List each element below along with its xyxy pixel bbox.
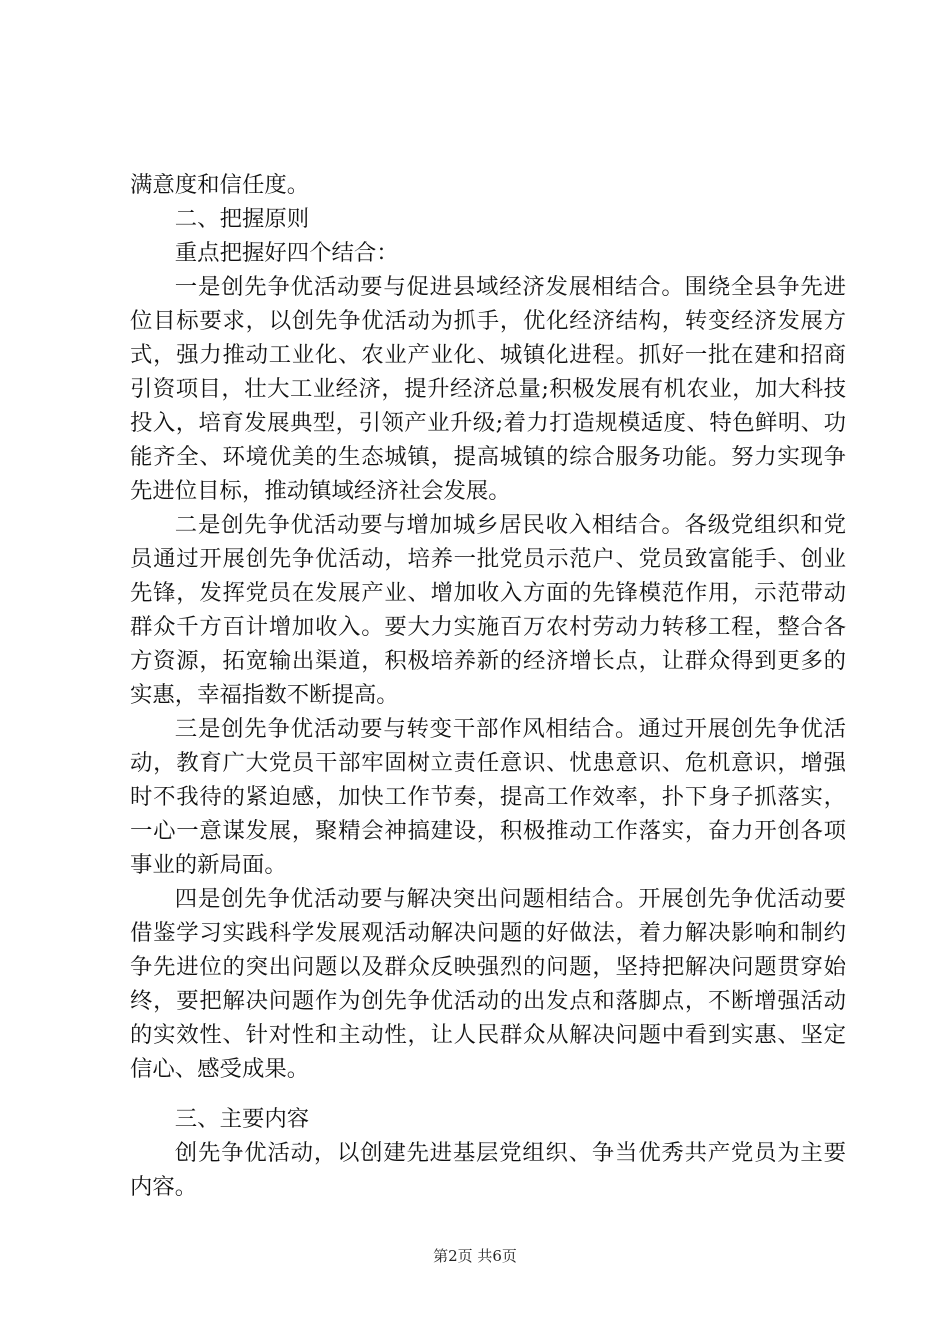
document-body (130, 168, 846, 1204)
section-heading-principles: 二、把握原则 (174, 206, 310, 232)
paragraph-four-combinations-intro: 重点把握好四个结合： (174, 240, 399, 266)
paragraph-spacer (130, 1086, 846, 1102)
paragraph-point-three: 三是创先争优活动要与转变干部作风相结合。通过开展创先争优活动，教育广大党员干部牢固树立责任意识、忧患意识、危机意识，增强时不我待的紧迫感，加快工作节奏，提高工作效率，扑下身子抓落实，一心一意谋发展，聚精会神搞建设，积极推动工作落实，奋力开创各项事业的新局面。 (130, 716, 846, 878)
paragraph-point-two: 二是创先争优活动要与增加城乡居民收入相结合。各级党组织和党员通过开展创先争优活动，培养一批党员示范户、党员致富能手、创业先锋，发挥党员在发展产业、增加收入方面的先锋模范作用，示范带动群众千方百计增加收入。要大力实施百万农村劳动力转移工程，整合各方资源，拓宽输出渠道，积极培养新的经济增长点，让群众得到更多的实惠，幸福指数不断提高。 (130, 512, 846, 708)
paragraph-main-content: 创先争优活动，以创建先进基层党组织、争当优秀共产党员为主要内容。 (130, 1140, 846, 1200)
page-number-footer: 第2页 共6页 (433, 1247, 517, 1265)
paragraph-point-one: 一是创先争优活动要与促进县域经济发展相结合。围绕全县争先进位目标要求，以创先争优活动为抓手，优化经济结构，转变经济发展方式，强力推动工业化、农业产业化、城镇化进程。抓好一批在建和招商引资项目，壮大工业经济，提升经济总量;积极发展有机农业，加大科技投入，培育发展典型，引领产业升级;着力打造规模适度、特色鲜明、功能齐全、环境优美的生态城镇，提高城镇的综合服务功能。努力实现争先进位目标，推动镇域经济社会发展。 (130, 274, 846, 504)
paragraph-continuation: 满意度和信任度。 (130, 172, 310, 198)
paragraph-point-four: 四是创先争优活动要与解决突出问题相结合。开展创先争优活动要借鉴学习实践科学发展观活动解决问题的好做法，着力解决影响和制约争先进位的突出问题以及群众反映强烈的问题，坚持把解决问题贯穿始终，要把解决问题作为创先争优活动的出发点和落脚点，不断增强活动的实效性、针对性和主动性，让人民群众从解决问题中看到实惠、坚定信心、感受成果。 (130, 886, 846, 1082)
section-heading-main-content: 三、主要内容 (174, 1106, 310, 1132)
